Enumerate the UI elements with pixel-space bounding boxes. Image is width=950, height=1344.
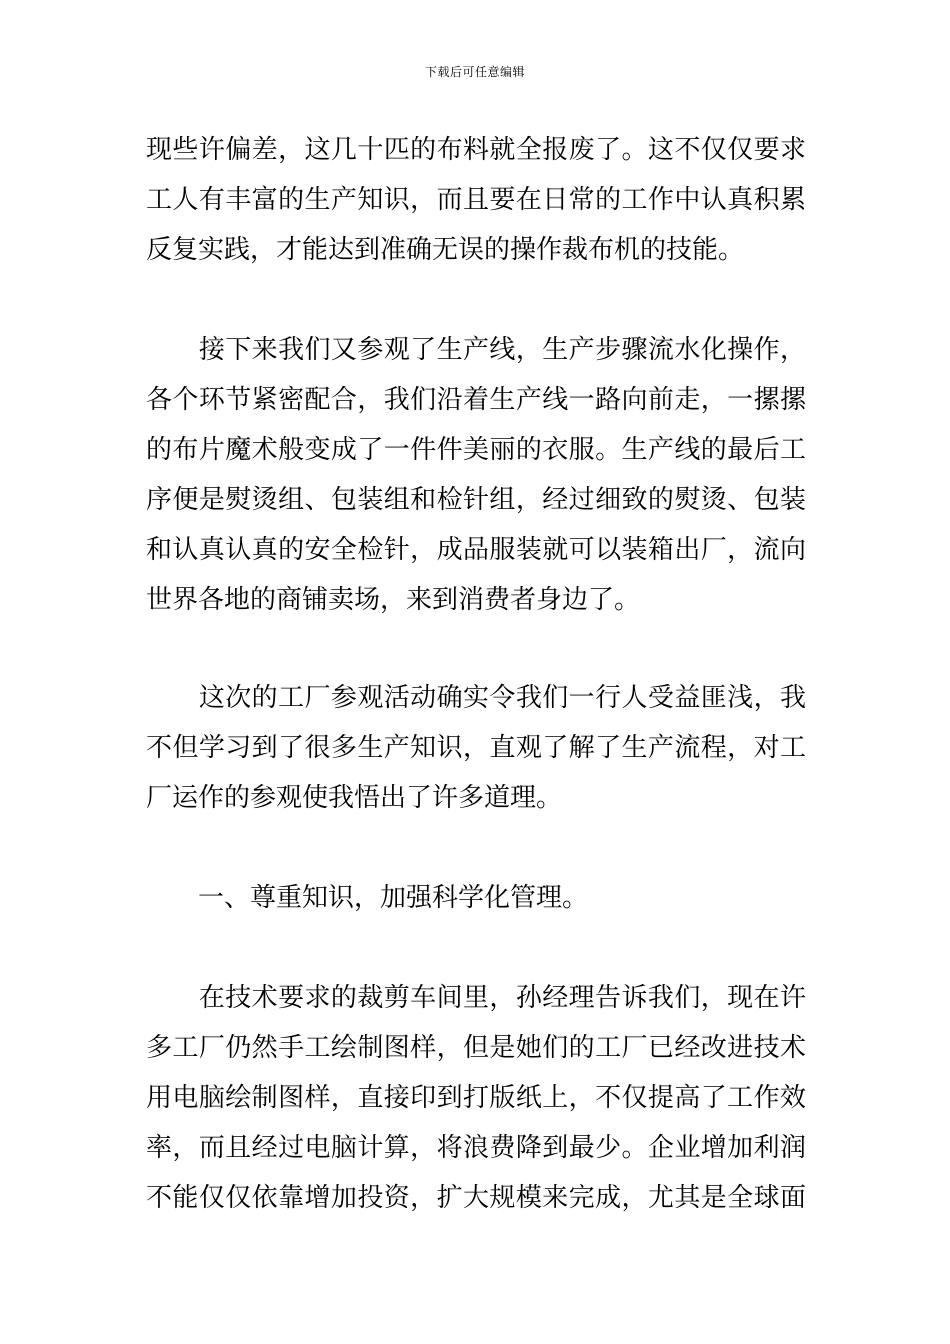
body-text-line: 现些许偏差，这几十匹的布料就全报废了。这不仅仅要求	[146, 135, 806, 165]
body-text-line: 接下来我们又参观了生产线，生产步骤流水化操作，	[146, 335, 806, 365]
body-text-line: 率，而且经过电脑计算，将浪费降到最少。企业增加利润	[146, 1133, 806, 1163]
section-heading: 一、尊重知识，加强科学化管理。	[146, 883, 589, 913]
body-text-line: 序便是熨烫组、包装组和检针组，经过细致的熨烫、包装	[146, 485, 806, 515]
body-text-line: 世界各地的商铺卖场，来到消费者身边了。	[146, 585, 641, 615]
body-text-line: 的布片魔术般变成了一件件美丽的衣服。生产线的最后工	[146, 435, 806, 465]
body-text-line: 用电脑绘制图样，直接印到打版纸上，不仅提高了工作效	[146, 1083, 806, 1113]
body-text-line: 不但学习到了很多生产知识，直观了解了生产流程，对工	[146, 733, 806, 763]
body-text-line: 多工厂仍然手工绘制图样，但是她们的工厂已经改进技术	[146, 1033, 806, 1063]
body-text-line: 反复实践，才能达到准确无误的操作裁布机的技能。	[146, 235, 745, 265]
page-header-note: 下载后可任意编辑	[424, 65, 525, 79]
body-text-line: 工人有丰富的生产知识，而且要在日常的工作中认真积累	[146, 185, 806, 215]
body-text-line: 不能仅仅依靠增加投资，扩大规模来完成，尤其是全球面	[146, 1183, 806, 1213]
body-text-line: 这次的工厂参观活动确实令我们一行人受益匪浅，我	[146, 683, 806, 713]
body-text-line: 和认真认真的安全检针，成品服装就可以装箱出厂，流向	[146, 535, 806, 565]
body-text-line: 在技术要求的裁剪车间里，孙经理告诉我们，现在许	[146, 983, 806, 1013]
body-text-line: 各个环节紧密配合，我们沿着生产线一路向前走，一摞摞	[146, 385, 806, 415]
body-text-line: 厂运作的参观使我悟出了许多道理。	[146, 783, 563, 813]
